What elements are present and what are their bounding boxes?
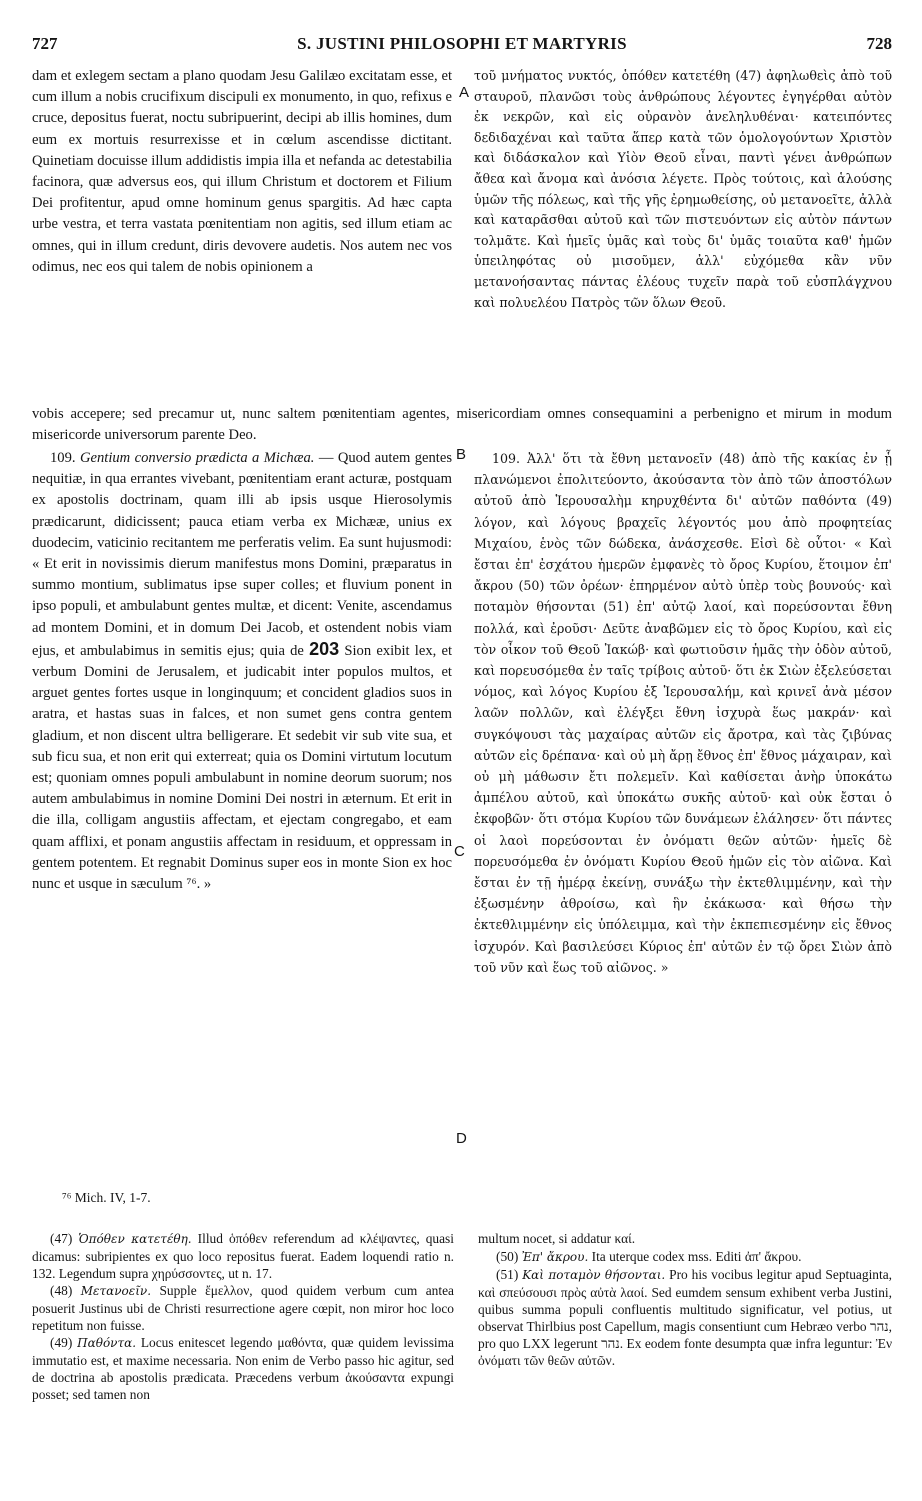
latin-text-before-mark: Quod autem gentes nequitiæ, in qua errantes vivebant, pœnitentiam erant acturæ, postquam ex apostolis doctrinam, quam illi ab ipsis usque Hierosolymis prædicarunt, didicissent; pauca etiam verba ex Michææ, unius ex duodecim, vaticinio recitantem me perferatis velim. Ea sunt hujusmodi: « Et erit in novissimis dierum manifestus mons Domini, præparatus in summo montium, sublimatus ipse super colles; et fluvium ponent in ipso populi, et ambulabunt gentes multæ, et dicent: Venite, ascendamus ad montem Domini, et in domum Dei Jacob, et ostendent nobis viam ejus, et ambulabimus in semitis ejus; quia de <box>32 450 453 659</box>
section-number-greek: 109. <box>492 451 521 466</box>
note-number: (50) <box>496 1249 519 1264</box>
note-lemma: Ὁπόθεν κατετέθη. <box>78 1232 192 1246</box>
note-51 <box>478 1266 892 1369</box>
section-number-latin: 109. <box>50 450 76 466</box>
latin-paragraph-top: dam et exlegem sectam a plano quodam Jesu Galilæo excitatam esse, et cum illum a nobis crucifixum discipuli ex monumento, in quo, refixus e cruce, depositus fuerat, noctu subripuerint, decipi ab illis homines, dum eum ex mortuis resurrexisse et in cœlum ascendisse dictitant. Quinetiam docuisse illum addidistis impia illa et nefanda ac detestabilia facinora, quæ adversus eos, qui illum Christum et doctorem et Filium Dei profitentur, apud omne hominum genus spargitis. Ad hæc capta urbe vestra, et terra vastata pœnitentiam non agitis, sed illum etiam ac omnes, qui in illum credunt, diris devovere audetis. Nos autem nec vos odimus, nec eos qui talem de nobis opinionem a <box>32 68 452 275</box>
page-number-left: 727 <box>32 34 58 53</box>
note-number: (48) <box>50 1283 73 1298</box>
note-text: Illud ὁπόθεν referendum ad κλέψαντες, quasi dicamus: subripientes ex quo loco repositus fuerat. Eadem loquendi ratio n. 132. Legendum supra χηρύσσοντες, ut n. 17. <box>32 1231 454 1281</box>
margin-marker-b: B <box>456 446 467 463</box>
latin-section-paragraph <box>32 448 452 895</box>
scripture-footnote: ⁷⁶ Mich. IV, 1-7. <box>62 1190 151 1205</box>
heading-dash: — <box>314 450 338 466</box>
note-text: Pro his vocibus legitur apud Septuaginta, καὶ σπεύσουσι πρὸς αὐτὰ λαοί. Sed eumdem sensum exhibent verba Justini, quibus summa populi confluentis multitudo significatur, vel potius, ut observat Thirlbius post Capellum, magis consentiunt cum Hebræo verbo נהר, pro quo LXX legerunt נהר. Ex eodem fonte desumpta quæ infra leguntur: Ἐν ὀνόματι τῶν θεῶν αὐτῶν. <box>478 1267 892 1368</box>
latin-column-section-109 <box>32 448 452 895</box>
note-lemma: Μετανοεῖν. <box>80 1284 152 1298</box>
greek-column-top <box>474 66 892 313</box>
note-text: Supple ἔμελλον, quod quidem verbum cum antea posuerit Justinus ubi de Christi resurrectione agere cœpit, non miror hoc loco repetitum non fuisse. <box>32 1283 454 1333</box>
greek-column-section-109 <box>474 448 892 978</box>
note-number: (47) <box>50 1231 73 1246</box>
note-lemma: Ἐπ' ἄκρου. <box>521 1250 589 1264</box>
note-50 <box>478 1248 892 1266</box>
margin-marker-c: C <box>454 843 465 860</box>
latin-text-after-mark: Sion exibit lex, et verbum Domini de Jerusalem, et judicabit inter populos multos, et arguet gentes fortes usque in longinquum; et concident gladios suos in aratra, et hastas suas in falces, et non sumet gens contra gentem gladium, et non discent ultra belligerare. Et sedebit vir sub vite sua, et sub ficu sua, et non erit qui exterreat; quia os Domini virtutum locutum est; quoniam omnes populi ambulabunt in nomine deorum suorum; nos autem ambulabimus in nomine Domini Dei nostri in æternum. Et erit in die illa, colligam angustiis affectam, et ejectam congregabo, et eam quam afflixi, et ponam angustiis affectam in residuum, et oppressam in gentem potentem. Et regnabit Dominus super eos in monte Sion ex hoc nunc et usque in sæculum ⁷⁶. » <box>32 642 452 893</box>
note-text: multum nocet, si addatur καί. <box>478 1231 636 1246</box>
greek-section-text: Ἀλλ' ὅτι τὰ ἔθνη μετανοεῖν (48) ἀπὸ τῆς κακίας ἐν ᾗ πλανώμενοι ἐπολιτεύοντο, ἀκούσαντα τὸν ἀπὸ τῶν ἀποστόλων αὐτοῦ ἀπὸ Ἱερουσαλὴμ κηρυχθέντα δι' αὐτῶν παθόντα (49) λόγον, καὶ λόγους βραχεῖς λέγοντός μου ἀπὸ προφητείας Μιχαίου, ἑνὸς τῶν δώδεκα, ἀνάσχεσθε. Εἰσὶ δὲ οὗτοι· « Καὶ ἔσται ἐπ' ἐσχάτου ἡμερῶν ἐμφανὲς τὸ ὄρος Κυρίου, ἕτοιμον ἐπ' ἄκρου (50) τῶν ὀρέων· ἐπηρμένον αὐτὸ ὑπὲρ τοὺς βουνούς· καὶ ποταμὸν θήσονται (51) ἐπ' αὐτῷ λαοί, καὶ πορεύσονται ἔθνη πολλά, καὶ ἐροῦσι· Δεῦτε ἀναβῶμεν εἰς τὸ ὄρος Κυρίου, καὶ εἰς τὸν οἶκον τοῦ Θεοῦ Ἰακώβ· καὶ φωτιοῦσιν ἡμᾶς τὴν ὁδὸν αὐτοῦ, καὶ πορευσόμεθα ἐν ταῖς τρίβοις αὐτοῦ· ὅτι ἐκ Σιὼν ἐξελεύσεται νόμος, καὶ λόγος Κυρίου ἐξ Ἱερουσαλήμ, καὶ κρινεῖ ἀνὰ μέσον λαῶν πολλῶν, καὶ ἐλέγξει ἔθνη ἰσχυρὰ ἕως μακράν· καὶ συγκόψουσι τὰς μαχαίρας αὐτῶν εἰς ἄροτρα, καὶ τὰς ζιβύνας αὐτῶν εἰς δρέπανα· καὶ οὐ μὴ ἄρῃ ἔθνος ἐπ' ἔθνος μάχαιραν, καὶ οὐ μὴ μάθωσιν ἔτι πολεμεῖν. Καὶ καθίσεται ἀνὴρ ὑποκάτω ἀμπέλου αὐτοῦ, καὶ ὑποκάτω συκῆς αὐτοῦ· καὶ οὐκ ἔσται ὁ ἐκφοβῶν· ὅτι στόμα Κυρίου τῶν δυνάμεων ἐλάλησεν· ὅτι πάντες οἱ λαοὶ πορεύσονται ἐν ὀνόματι θεῶν αὐτῶν· ἡμεῖς δὲ πορευσόμεθα ἐν ὀνόματι Κυρίου Θεοῦ ἡμῶν εἰς τὸν αἰῶνα. Καὶ ἔσται ἐν τῇ ἡμέρᾳ ἐκείνῃ, συνάξω τὴν ἐκτεθλιμμένην, καὶ τὴν ἐξωσμένην ἀθροίσω, καὶ ἣν ἐκάκωσα· καὶ θήσω τὴν ἐκτεθλιμμένην εἰς ὑπόλειμμα, καὶ τὴν ἐκπεπιεσμένην εἰς ἔθνος ἰσχυρόν. Καὶ βασιλεύσει Κύριος ἐπ' αὐτῶν ἐν τῷ ὄρει Σιὼν ἀπὸ τοῦ νῦν καὶ ἕως τοῦ αἰῶνος. » <box>474 451 892 975</box>
latin-continuation <box>32 404 892 446</box>
note-49 <box>32 1334 454 1403</box>
greek-paragraph-top: τοῦ μνήματος νυκτός, ὁπόθεν κατετέθη (47) ἀφηλωθεὶς ἀπὸ τοῦ σταυροῦ, πλανῶσι τοὺς ἀνθρώπους λέγοντες ἐγηγέρθαι αὐτὸν ἐκ νεκρῶν, καὶ εἰς οὐρανὸν ἀνεληλυθέναι· κατειπόντες δεδιδαχέναι καὶ ταῦτα ἅπερ κατὰ τῶν ὁμολογούντων Χριστὸν καὶ διδάσκαλον καὶ Υἱὸν Θεοῦ εἶναι, παντὶ γένει ἀνθρώπων ἄθεα καὶ ἄνομα καὶ ἀνόσια λέγετε. Πρὸς τούτοις, καὶ ἁλούσης ὑμῶν τῆς πόλεως, καὶ τῆς γῆς ἐρημωθείσης, οὐ μετανοεῖτε, ἀλλὰ καὶ καταρᾶσθαι αὐτοῦ καὶ τῶν πιστευόντων εἰς αὐτὸν πάντων τολμᾶτε. Καὶ ἡμεῖς ὑμᾶς καὶ τοὺς δι' ὑμᾶς τοιαῦτα καθ' ἡμῶν ὑπειληφότας οὐ μισοῦμεν, ἀλλ' εὐχόμεθα κἂν νῦν μετανοήσαντας πάντας ἐλέους τυχεῖν παρὰ τοῦ εὐσπλάγχνου καὶ πολυελέου Πατρὸς τῶν ὅλων Θεοῦ. <box>474 68 892 310</box>
note-lemma: Καὶ ποταμὸν θήσονται. <box>522 1268 666 1282</box>
note-49-continued <box>478 1230 892 1248</box>
margin-marker-a: A <box>459 84 470 101</box>
note-47 <box>32 1230 454 1282</box>
note-number: (51) <box>496 1267 519 1282</box>
page-header <box>32 34 892 56</box>
page-number-right: 728 <box>866 34 892 53</box>
latin-column-top <box>32 66 452 278</box>
notes-right <box>478 1230 892 1369</box>
note-text: Locus enitescet legendo μαθόντα, quæ quidem levissima immutatio est, et maxime necessaria. Non enim de Verbo passo hic agitur, sed de doctrina ab apostolis prædicata. Præcedens verbum ἀκούσαντα expungi posset; sed tamen non <box>32 1335 454 1402</box>
notes-left <box>32 1230 454 1403</box>
note-text: Ita uterque codex mss. Editi ἀπ' ἄκρου. <box>588 1249 802 1264</box>
note-lemma: Παθόντα. <box>77 1336 137 1350</box>
column-number-mark: 203 <box>309 638 340 659</box>
running-title: S. JUSTINI PHILOSOPHI ET MARTYRIS <box>297 34 627 53</box>
latin-continuation-text: vobis accepere; sed precamur ut, nunc saltem pœnitentiam agentes, misericordiam omnes consequamini a perbenigno et mirum in modum misericorde universorum parente Deo. <box>32 406 892 444</box>
margin-marker-d: D <box>456 1130 467 1147</box>
note-number: (49) <box>50 1335 73 1350</box>
greek-section-paragraph <box>474 448 892 978</box>
note-48 <box>32 1282 454 1334</box>
section-heading: Gentium conversio prædicta a Michæa. <box>79 450 315 466</box>
